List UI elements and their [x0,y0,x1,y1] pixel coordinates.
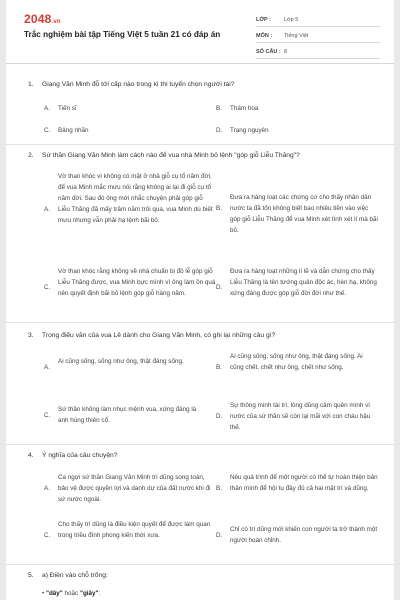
question-2-title [28,152,300,159]
meta-value: Tiếng Việt [284,33,309,39]
question-4-option-c[interactable] [44,519,216,555]
question-2-option-b[interactable] [216,192,380,242]
option-text: Sự thông minh tài trí, lòng dũng cảm quên mình vì nước của sứ thần sẽ còn lại mãi với con cháu hậu thế. [230,402,371,431]
option-letter: B. [216,364,222,371]
option-text: Nêu quá trình để một người có thể tự hoàn thiện bản thân mình để hội tụ đầy đủ cả hai mặt trí và dũng. [230,474,378,492]
option-text: Thám hoa [230,105,259,112]
meta-row-count [256,43,380,59]
option-text: Đưa ra hàng loạt các chứng cứ cho thấy nhân dân nước ta đã tốn không biết bao nhiêu tiền vào việc góp giỗ Liễu Thăng để vua Minh xét tình xét lí mà bãi bỏ. [230,194,378,234]
meta-key: MÔN : [256,33,273,39]
question-3-option-c[interactable] [44,404,216,434]
question-text: Trong điếu văn của vua Lê dành cho Giang Văn Minh, có ghi lại những câu gì? [42,332,276,339]
question-number: 4. [28,452,34,459]
option-text: Sứ thần không làm nhục mệnh vua, xứng đáng là anh hùng thiên cổ. [58,406,197,424]
document-title: Trắc nghiệm bài tập Tiếng Việt 5 tuần 21 có đáp án [24,30,221,39]
document-page [6,0,394,600]
option-letter: B. [216,105,222,112]
option-text: Đưa ra hàng loạt những lí lẽ và dẫn chứng cho thấy Liễu Thăng là tên tướng quân độc ác, hèn hạ, không xứng đáng được góp giỗ đời đời như thế. [230,268,377,297]
question-text: a) Điền vào chỗ trống: [42,572,108,579]
site-logo[interactable] [24,12,61,26]
option-letter: D. [216,532,223,539]
option-letter: B. [216,205,222,212]
word-option-1: "dây" [45,590,63,597]
question-1-option-d[interactable] [216,125,376,136]
question-divider [6,144,394,145]
logo-suffix: .vn [51,19,61,25]
option-letter: C. [44,127,51,134]
option-letter: A. [44,206,50,213]
question-5-subline [42,590,100,597]
option-text: Trạng nguyên [230,127,269,134]
question-divider [6,444,394,445]
option-letter: A. [44,485,50,492]
option-letter: C. [44,532,51,539]
question-4-option-a[interactable] [44,472,216,508]
option-text: Vờ than khóc vì không có mặt ở nhà giỗ cụ tổ năm đời, để vua Minh mắc mưu nói rằng không ai lại đi giỗ cụ tổ năm đời. Sau đó ông mới nhắc chuyện phải góp giỗ Liễu Thăng đã mấy trăm năm trôi qua, vua Minh dù biết mưu nhưng vẫn phải hạ lệnh bãi bỏ. [58,173,213,224]
question-5-title [28,572,108,579]
question-3-option-b[interactable] [216,351,380,387]
question-3-option-a[interactable] [44,356,216,386]
option-letter: B. [216,485,222,492]
subline-suffix: : [98,590,101,597]
question-number: 2. [28,152,34,159]
bullet: • [42,590,45,597]
question-1-option-a[interactable] [44,103,204,114]
word-option-2: "giây" [79,590,99,597]
question-number: 3. [28,332,34,339]
question-number: 5. [28,572,34,579]
question-divider [6,564,394,565]
option-letter: A. [44,364,50,371]
option-text: Chỉ có trí dũng mới khiến con người ta trở thành một người hoàn chỉnh. [230,526,378,544]
question-4-title [28,452,117,459]
question-1-option-b[interactable] [216,103,376,114]
question-1-title [28,81,234,88]
logo-text: 2048 [24,12,52,26]
option-text: Vờ than khóc rằng không về nhà chuẩn bị đồ lễ góp giỗ Liễu Thăng được, vua Minh bực mình vì ông làm ồn quá nên quyết định bãi bỏ lệnh góp giỗ hàng năm. [58,268,216,297]
question-number: 1. [28,81,34,88]
question-1-option-c[interactable] [44,125,204,136]
document-meta [256,11,380,59]
question-divider [6,322,394,323]
meta-row-subject [256,27,380,43]
option-letter: D. [216,413,223,420]
question-4-option-d[interactable] [216,524,380,550]
question-2-option-c[interactable] [44,266,216,316]
question-3-option-d[interactable] [216,400,380,436]
document-header [6,0,394,64]
question-3-title [28,332,275,339]
option-letter: D. [216,284,223,291]
option-text: Ai cũng sống, sống như ông, thật đáng sống. Ai cũng chết, chết như ông, chết như sống. [230,353,363,371]
connector-text: hoặc [64,590,79,597]
option-letter: D. [216,127,223,134]
option-text: Ai cũng sống, sống như ông, thật đáng sống. [58,358,184,365]
question-2-option-a[interactable] [44,171,216,261]
meta-value: Lớp 5 [284,17,299,23]
question-text: Sứ thần Giang Văn Minh làm cách nào để vua nhà Minh bỏ lệnh "góp giỗ Liễu Thăng"? [42,152,300,159]
meta-key: SỐ CÂU : [256,49,281,55]
question-text: Ý nghĩa của câu chuyện? [42,452,118,459]
option-letter: A. [44,105,50,112]
option-letter: C. [44,412,51,419]
option-letter: C. [44,284,51,291]
meta-row-class [256,11,380,27]
question-2-option-d[interactable] [216,266,380,316]
option-text: Cho thấy trí dũng là điều kiện quyết để được làm quan trong triều đình phong kiến thời xưa. [58,521,211,539]
question-text: Giang Văn Minh đỗ tới cấp nào trong kì thi tuyển chọn người tài? [42,81,235,88]
meta-value: 8 [284,49,288,55]
option-text: Tiến sĩ [58,105,77,112]
question-4-option-b[interactable] [216,472,380,508]
option-text: Ca ngợi sứ thần Giang Văn Minh trí dũng song toàn, bảo vệ được quyền lợi và danh dự của đất nước khi đi sứ nước ngoài. [58,474,211,503]
option-text: Bảng nhãn [58,127,89,134]
meta-key: LỚP : [256,17,271,23]
